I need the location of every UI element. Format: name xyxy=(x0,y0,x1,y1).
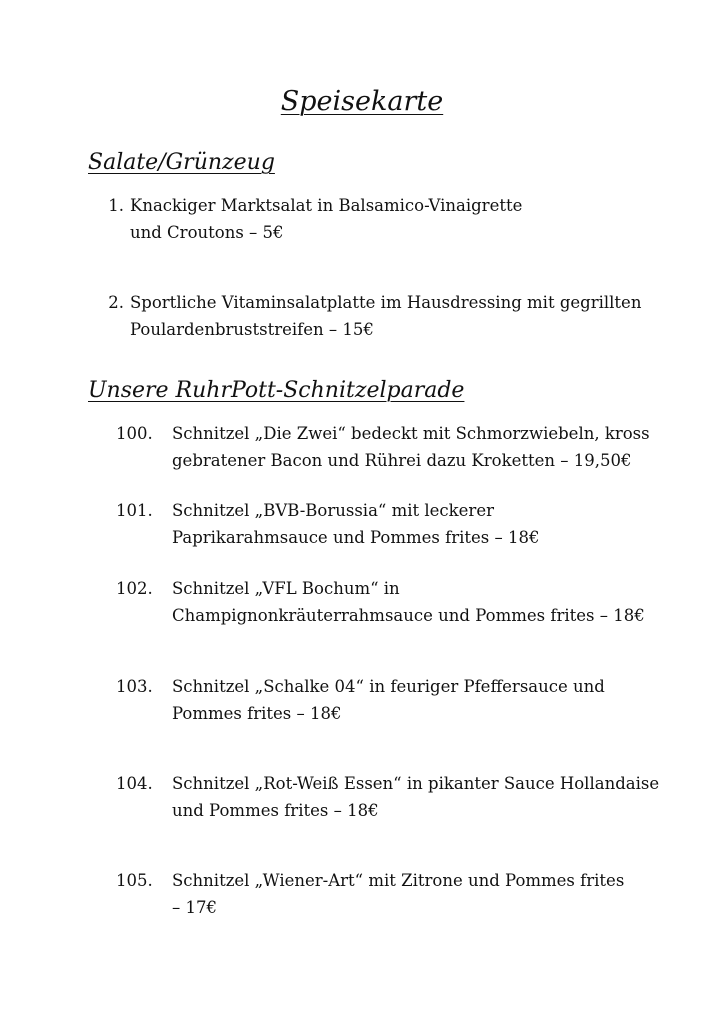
item-text-line: Schnitzel „Die Zwei“ bedeckt mit Schmorzwiebeln, kross xyxy=(172,424,650,443)
menu-item xyxy=(116,575,645,629)
item-text-line: Knackiger Marktsalat in Balsamico-Vinaigrette xyxy=(130,196,523,215)
menu-item xyxy=(116,497,540,551)
item-number: 103. xyxy=(116,677,153,696)
item-number: 100. xyxy=(116,424,153,443)
item-number: 2. xyxy=(108,293,124,312)
item-number: 101. xyxy=(116,501,153,520)
item-text-line: Schnitzel „Schalke 04“ in feuriger Pfeffersauce und xyxy=(172,677,605,696)
item-text-line: und Croutons – 5€ xyxy=(130,223,284,242)
item-number: 1. xyxy=(108,196,124,215)
section-heading-schnitzel: Unsere RuhrPott-Schnitzelparade xyxy=(88,378,465,403)
item-number: 102. xyxy=(116,579,153,598)
menu-item xyxy=(108,289,642,343)
item-text-line: Pommes frites – 18€ xyxy=(172,704,342,723)
item-text-line: Schnitzel „VFL Bochum“ in xyxy=(172,579,400,598)
menu-item xyxy=(116,867,625,921)
item-text-line: gebratener Bacon und Rührei dazu Kroketten – 19,50€ xyxy=(172,451,632,470)
menu-item xyxy=(116,770,660,824)
item-text-line: – 17€ xyxy=(172,898,217,917)
menu-item xyxy=(116,673,605,727)
item-text-line: Schnitzel „Wiener-Art“ mit Zitrone und Pommes frites xyxy=(172,871,625,890)
section-heading-salads: Salate/Grünzeug xyxy=(88,150,275,175)
item-text-line: Sportliche Vitaminsalatplatte im Hausdressing mit gegrillten xyxy=(130,293,642,312)
item-number: 104. xyxy=(116,774,153,793)
item-text-line: Schnitzel „Rot-Weiß Essen“ in pikanter Sauce Hollandaise xyxy=(172,774,660,793)
item-number: 105. xyxy=(116,871,153,890)
menu-item xyxy=(108,192,523,246)
item-text-line: Poulardenbruststreifen – 15€ xyxy=(130,320,374,339)
page-title: Speisekarte xyxy=(280,86,444,117)
menu-item xyxy=(116,420,650,474)
item-text-line: Champignonkräuterrahmsauce und Pommes frites – 18€ xyxy=(172,606,645,625)
item-text-line: Paprikarahmsauce und Pommes frites – 18€ xyxy=(172,528,540,547)
item-text-line: und Pommes frites – 18€ xyxy=(172,801,379,820)
item-text-line: Schnitzel „BVB-Borussia“ mit leckerer xyxy=(172,501,494,520)
